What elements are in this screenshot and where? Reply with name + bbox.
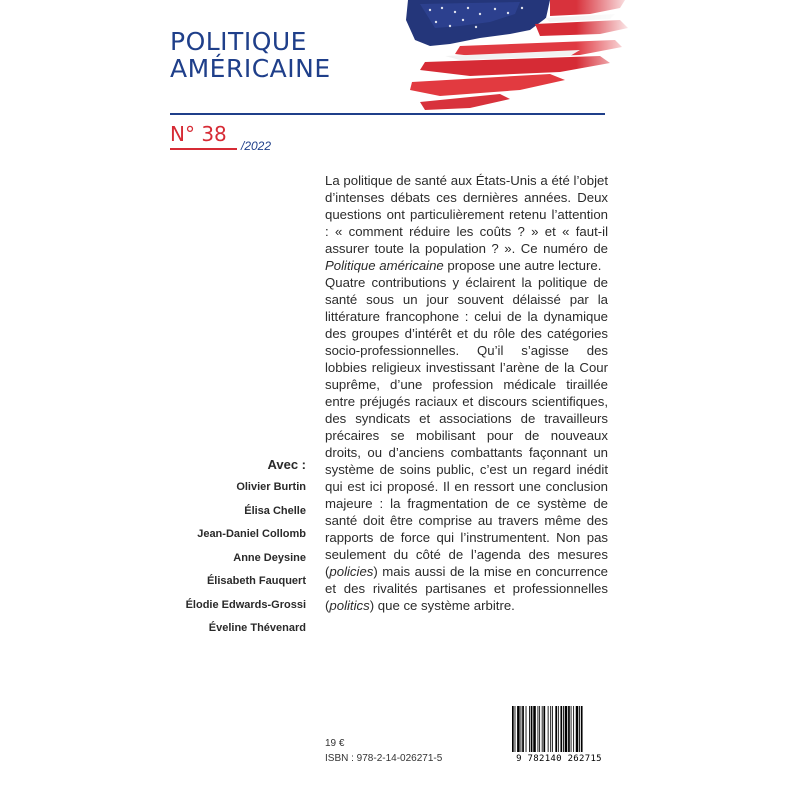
issue-year: /2022: [241, 139, 272, 153]
author-name: Élisabeth Fauquert: [206, 575, 306, 587]
issue-number: N° 38: [170, 122, 227, 146]
paragraph-2-policies: policies: [329, 564, 374, 579]
journal-title: [170, 28, 331, 82]
paragraph-2-text-c: ) que ce système arbitre.: [369, 598, 515, 613]
paragraph-2-politics: politics: [329, 598, 370, 613]
author-name: Éveline Thévenard: [208, 622, 306, 634]
journal-title-line2: AMÉRICAINE: [170, 54, 331, 83]
paragraph-1: [325, 172, 608, 274]
author-name: Anne Deysine: [233, 551, 306, 564]
author-name: Jean-Daniel Collomb: [197, 528, 306, 540]
paragraph-1-text-a: La politique de santé aux États-Unis a été l’objet d’intenses débats ces dernières années. Deux questions ont particulièrement retenu l’attention : « comment réduire les coûts ? » et « faut-il assurer toute la population ? ». Ce numéro de: [325, 173, 608, 256]
header-divider: [170, 113, 605, 115]
price: 19 €: [325, 738, 345, 749]
author-name: Élodie Edwards-Grossi: [185, 598, 306, 611]
paragraph-1-text-b: propose une autre lecture.: [443, 258, 602, 273]
isbn: ISBN : 978-2-14-026271-5: [325, 753, 443, 764]
authors-list: [186, 457, 306, 646]
journal-title-line1: POLITIQUE: [170, 27, 307, 56]
author-name: Élisa Chelle: [244, 504, 306, 517]
barcode-number: 9 782140 262715: [516, 754, 602, 764]
paragraph-2-text-b: ) mais aussi de la mise en concurrence et des rivalités partisanes et professionnelles (: [325, 564, 608, 613]
paragraph-2-text-a: Quatre contributions y éclairent la politique de santé sous un jour souvent délaissé par la littérature francophone : celui de la dynamique des groupes d’intérêt et du rôle des catégories socio-professionnelles. Qu’il s’agisse des lobbies religieux investissant l’arène de la Cour suprême, d’une profession médicale tiraillée entre préjugés raciaux et discours scientifiques, des syndicats et associations de travailleurs précaires se mobilisant pour de nouveaux droits, ou d’anciens combattants façonnant un système de soins public, c’est un regard inédit qui est ici proposé. Il en ressort une conclusion majeure : la fragmentation de ce système de santé doit être comprise au travers même des rapports de force qui l’instrumentent. Non pas seulement du côté de l’agenda des mesures (: [325, 275, 608, 579]
authors-heading: Avec :: [267, 457, 306, 472]
paragraph-2: [325, 274, 608, 614]
author-name: Olivier Burtin: [236, 481, 306, 493]
american-flag-artwork: [400, 0, 635, 110]
paragraph-1-journal-name: Politique américaine: [325, 258, 444, 273]
issue-underline: [170, 148, 237, 150]
back-cover-text: [325, 172, 608, 614]
